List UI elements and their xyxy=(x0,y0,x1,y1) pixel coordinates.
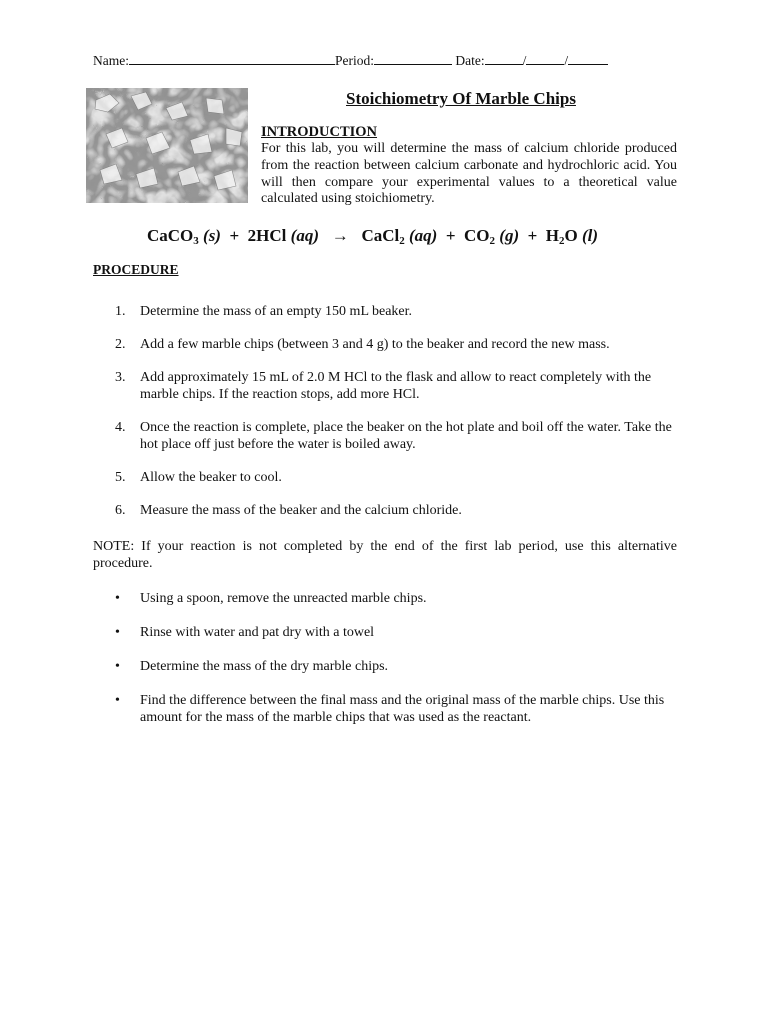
introduction-text: For this lab, you will determine the mass of calcium chloride produced from the reaction between calcium carbonate and hydrochloric acid. You will then compare your experimental values to a theoretical value calculated using stoichiometry. xyxy=(261,141,677,207)
list-item: • Determine the mass of the dry marble chips. xyxy=(115,659,389,674)
plus-sign: + xyxy=(445,226,456,245)
product-h2o: $H_2O$ (l) xyxy=(545,226,599,247)
period-label: Period: xyxy=(335,53,374,68)
bullet-icon: • xyxy=(115,625,120,640)
note-text: NOTE: If your reaction is not completed by the end of the first lab period, use this alternative procedure. xyxy=(93,539,677,571)
procedure-step: 5. Allow the beaker to cool. xyxy=(115,470,282,485)
procedure-step: 6. Measure the mass of the beaker and the calcium chloride. xyxy=(115,503,462,518)
period-blank xyxy=(374,52,452,65)
reactant-caco3: CaCO$_3$ (s) xyxy=(147,226,221,247)
date-slash: / xyxy=(522,53,527,68)
date-slash: / xyxy=(564,53,569,68)
plus-sign: + xyxy=(527,226,538,245)
procedure-steps xyxy=(93,303,683,535)
bullet-icon: • xyxy=(115,659,120,674)
plus-sign: + xyxy=(229,226,240,245)
list-item: • Rinse with water and pat dry with a towel xyxy=(115,625,375,640)
procedure-step: 3. Add approximately 15 mL of 2.0 M HCl to the flask and allow to react completely with the marble chips. If the reaction stops, add more HCl. xyxy=(115,370,652,402)
date-year-blank xyxy=(568,52,608,65)
chemical-equation xyxy=(147,226,598,247)
introduction-heading: INTRODUCTION xyxy=(261,124,378,140)
alternative-procedure-list xyxy=(93,590,683,743)
page-title: Stoichiometry Of Marble Chips xyxy=(346,89,576,108)
list-item: • Find the difference between the final mass and the original mass of the marble chips. Use this amount for the mass of the marble chips that was used as the reactant. xyxy=(115,693,665,725)
name-blank xyxy=(129,52,335,65)
reaction-arrow: → xyxy=(331,226,349,245)
procedure-step: 1. Determine the mass of an empty 150 mL beaker. xyxy=(115,304,413,319)
name-label: Name: xyxy=(93,53,129,68)
header-fields xyxy=(93,52,608,69)
product-co2: $CO_2$ (g) xyxy=(464,226,520,247)
procedure-step: 4. Once the reaction is complete, place the beaker on the hot plate and boil off the water. Take the hot place off just before the water is boiled away. xyxy=(115,420,672,452)
procedure-heading: PROCEDURE xyxy=(93,262,179,277)
list-item: • Using a spoon, remove the unreacted marble chips. xyxy=(115,591,427,606)
date-label: Date: xyxy=(455,53,485,68)
bullet-icon: • xyxy=(115,591,120,606)
date-day-blank xyxy=(526,52,564,65)
marble-chips-photo xyxy=(86,88,248,203)
date-month-blank xyxy=(485,52,523,65)
reactant-hcl: 2HCl (aq) xyxy=(247,226,319,245)
product-cacl2: CaCl$_2$ (aq) xyxy=(361,226,438,247)
bullet-icon: • xyxy=(115,693,120,708)
procedure-step: 2. Add a few marble chips (between 3 and 4 g) to the beaker and record the new mass. xyxy=(115,337,610,352)
